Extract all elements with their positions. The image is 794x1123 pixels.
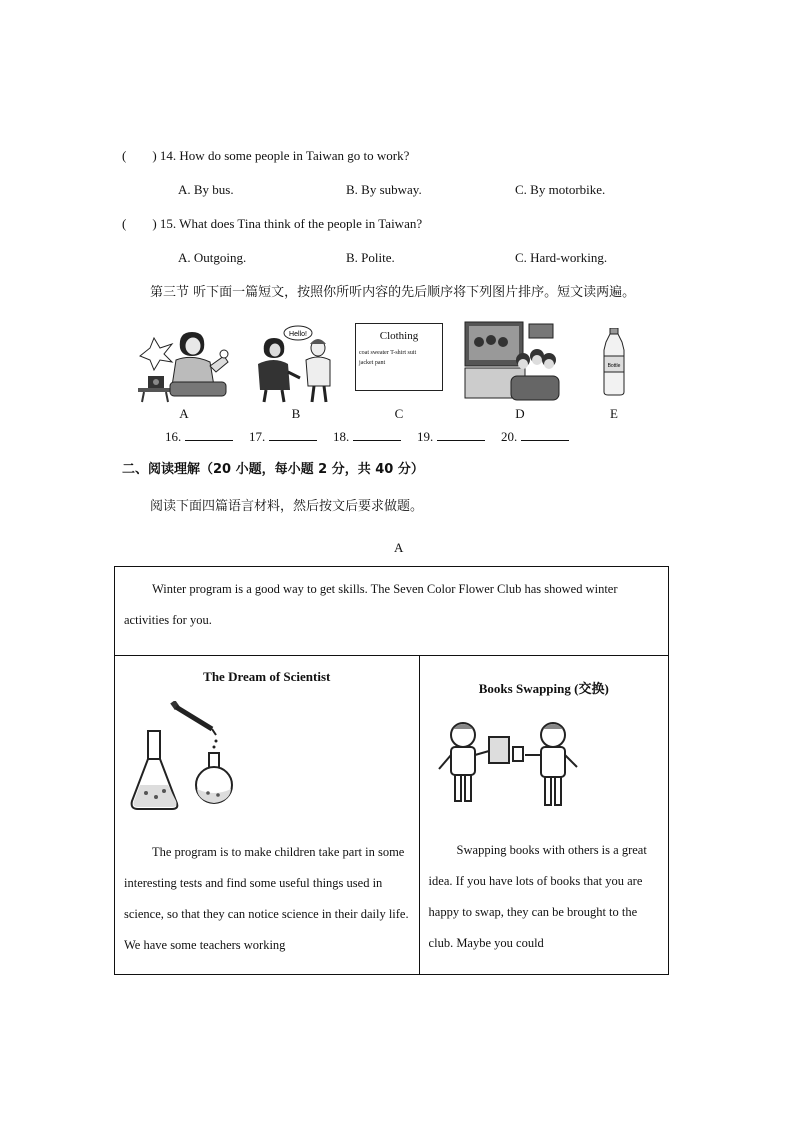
q15-option-a[interactable]: A. Outgoing.	[178, 250, 247, 265]
left-text: The program is to make children take part in some interesting tests and find some useful things used in science, so that they can notice science in their daily life. We have some teachers working	[124, 845, 409, 952]
water-bottle-icon	[600, 328, 628, 396]
q15-row	[122, 216, 422, 232]
section3-instruction	[150, 285, 635, 301]
blank-18[interactable]: 18.	[333, 428, 401, 445]
q14-question: 14. How do some people in Taiwan go to work?	[159, 148, 410, 163]
blank-17[interactable]: 17.	[249, 428, 317, 445]
clothing-sign-title: Clothing	[379, 330, 419, 342]
q14-option-a[interactable]: A. By bus.	[178, 182, 234, 197]
q14-option-b[interactable]: B. By subway.	[346, 182, 422, 197]
passage-right-cell	[419, 656, 668, 975]
q15-option-c[interactable]: C. Hard-working.	[515, 250, 608, 265]
q15-question: 15. What does Tina think of the people in Taiwan?	[159, 216, 423, 231]
q14-option-c[interactable]: C. By motorbike.	[515, 182, 606, 197]
kids-swapping-books-icon	[437, 717, 587, 813]
passage-intro: Winter program is a good way to get skills. The Seven Color Flower Club has showed winter activities for you.	[124, 582, 618, 627]
q14-answer-paren[interactable]: ( )	[122, 148, 157, 163]
clothing-sign-line1: coat sweater T-shirt suit	[359, 350, 417, 356]
blank-20[interactable]: 20.	[501, 428, 569, 445]
left-title: The Dream of Scientist	[203, 669, 331, 684]
lab-flasks-icon	[130, 701, 240, 813]
passage-letter: A	[394, 540, 404, 555]
svg-text:Hello!: Hello!	[289, 331, 307, 338]
q14-row	[122, 148, 409, 164]
section3-text: 听下面一篇短文，按照你所听内容的先后顺序将下列图片排序。短文读两遍。	[193, 285, 636, 300]
right-text: Swapping books with others is a great idea. If you have lots of books that you are happy to swap, they can be brought to the club. Maybe you could	[428, 843, 647, 950]
passage-intro-cell	[115, 567, 669, 656]
bottle-label: Bottle	[607, 363, 621, 369]
passage-a-table	[114, 566, 669, 975]
picture-d-label: D	[515, 406, 525, 421]
blank-19[interactable]: 19.	[417, 428, 485, 445]
clothing-sign-line2: jacket pant	[359, 360, 386, 366]
two-people-greeting-icon	[252, 324, 338, 404]
blank-16[interactable]: 16.	[165, 428, 233, 445]
right-title: Books Swapping (交换)	[478, 681, 609, 696]
woman-camera-icon	[132, 326, 232, 404]
q15-option-b[interactable]: B. Polite.	[346, 250, 395, 265]
picture-a-label: A	[179, 406, 189, 421]
picture-e-label: E	[610, 406, 618, 421]
clothing-sign-icon	[355, 323, 443, 391]
reading-instruction: 阅读下面四篇语言材料，然后按文后要求做题。	[150, 499, 424, 514]
q15-answer-paren[interactable]: ( )	[122, 216, 157, 231]
picture-c-label: C	[394, 406, 404, 421]
people-watching-tv-icon	[463, 320, 561, 404]
picture-b-label: B	[291, 406, 301, 421]
reading-heading: 二、阅读理解（20 小题，每小题 2 分，共 40 分）	[122, 462, 424, 477]
passage-left-cell	[115, 656, 420, 975]
section3-label: 第三节	[150, 285, 190, 300]
